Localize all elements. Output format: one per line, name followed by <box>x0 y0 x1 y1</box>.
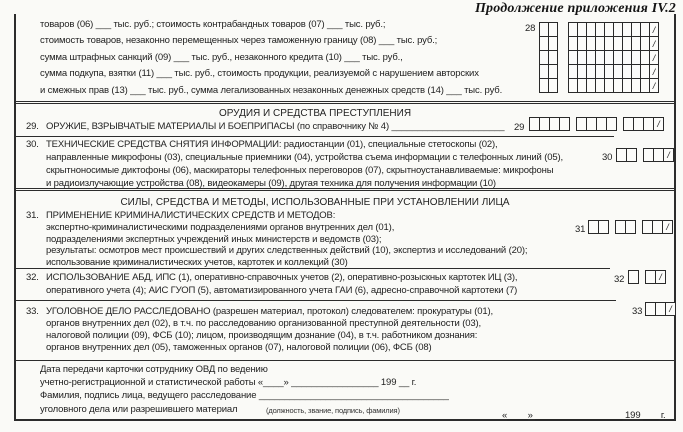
value-line-13-14: и смежных прав (13) ___ тыс. руб., сумма легализованных незаконных денежных средств (14) ___ тыс. руб. <box>40 85 503 96</box>
item-divider <box>16 268 610 269</box>
item-30-number: 30. <box>26 139 39 150</box>
item-30-line: ТЕХНИЧЕСКИЕ СРЕДСТВА СНЯТИЯ ИНФОРМАЦИИ: радиостанции (01), специальные стетоскопы (02), <box>46 139 498 150</box>
signature-caption: (должность, звание, подпись, фамилия) <box>266 406 400 415</box>
slash-box[interactable]: / <box>655 270 666 284</box>
item-31-line: ПРИМЕНЕНИЕ КРИМИНАЛИСТИЧЕСКИХ СРЕДСТВ И МЕТОДОВ: <box>46 210 336 221</box>
item-30-line: и радиоизлучающие устройства (08), видеокамеры (09), другая техника для получения информации (10) <box>46 178 496 189</box>
footer-date-line: учетно-регистрационной и статистической работы «____» _________________ 199 __ г. <box>40 377 417 388</box>
code-box[interactable] <box>559 117 570 131</box>
field-28-small-grid <box>540 23 558 93</box>
code-box[interactable] <box>626 148 637 162</box>
item-32-line: оперативного учета (4); АИС ГУОП (5), автоматизированного учета ГАИ (6), адресно-справочной картотеки (7) <box>46 285 518 296</box>
page-header: Продолжение приложения IV.2 <box>474 1 676 16</box>
item-31-line: использование криминалистических учетов, картотек и коллекций (30) <box>46 257 348 268</box>
slash-box[interactable]: / <box>649 50 659 65</box>
slash-box[interactable]: / <box>653 117 664 131</box>
item-29-number: 29. <box>26 121 39 132</box>
footer-line: Дата передачи карточки сотруднику ОВД по ведению <box>40 364 268 375</box>
slash-box[interactable]: / <box>649 78 659 93</box>
item-31-line: результаты: осмотров мест происшествий и других следственных действий (10), экспертиз и исследований (20); <box>46 245 528 256</box>
code-box[interactable] <box>548 22 558 37</box>
field-30-number: 30 <box>602 152 613 163</box>
value-line-11: сумма подкупа, взятки (11) ___ тыс. руб., стоимость продукции, реализуемой с нарушением авторских <box>40 68 479 79</box>
item-divider <box>16 300 616 301</box>
item-33-line: налоговой полиции (09), ФСБ (10); лицом, производящим дознание (04), в т.ч. работником дознания: <box>46 330 478 341</box>
item-31-line: экспертно-криминалистическими подразделениями органов внутренних дел (01), <box>46 222 395 233</box>
value-line-08: стоимость товаров, незаконно перемещенных через таможенную границу (08) ___ тыс. руб.; <box>40 35 438 46</box>
slash-box[interactable]: / <box>649 22 659 37</box>
slash-box[interactable]: / <box>665 302 676 316</box>
code-box[interactable] <box>628 270 639 284</box>
section-divider <box>16 360 674 361</box>
item-30-line: скрытноносимые диктофоны (06), маскираторы телефонных переговоров (07), скрытноустанавливаемые: микрофоны <box>46 165 554 176</box>
field-28-number: 28 <box>525 23 536 34</box>
section-divider-double <box>16 101 674 104</box>
section-weapons-header: ОРУДИЯ И СРЕДСТВА ПРЕСТУПЛЕНИЯ <box>218 108 412 119</box>
value-line-06-07: товаров (06) ___ тыс. руб.; стоимость контрабандных товаров (07) ___ тыс. руб.; <box>40 19 386 30</box>
item-29-text: ОРУЖИЕ, ВЗРЫВЧАТЫЕ МАТЕРИАЛЫ И БОЕПРИПАСЫ (по справочнику № 4) ______________________ <box>46 121 505 132</box>
code-box[interactable] <box>625 220 636 234</box>
slash-box[interactable]: / <box>663 148 674 162</box>
footer-signature-line: Фамилия, подпись лица, ведущего расследование _____________________________________ <box>40 390 449 401</box>
section-forces-header: СИЛЫ, СРЕДСТВА И МЕТОДЫ, ИСПОЛЬЗОВАННЫЕ ПРИ УСТАНОВЛЕНИИ ЛИЦА <box>120 197 510 208</box>
slash-box[interactable]: / <box>649 64 659 79</box>
item-33-number: 33. <box>26 306 39 317</box>
item-31-number: 31. <box>26 210 39 221</box>
code-box[interactable] <box>548 50 558 65</box>
footer-date-right: «____» _________________ 199 ___ г. <box>502 410 666 421</box>
field-29-number: 29 <box>514 122 525 133</box>
item-30-line: направленные микрофоны (03), специальные приемники (04), устройства съема информации с телефонных линий (05), <box>46 152 563 163</box>
field-33-grid <box>646 303 676 316</box>
footer-line: уголовного дела или разрешившего материал <box>40 404 238 415</box>
field-33-number: 33 <box>632 306 643 317</box>
code-box[interactable] <box>548 78 558 93</box>
field-30-grid <box>617 149 674 162</box>
item-33-line: органов внутренних дел (02), в т.ч. по расследованию организованной преступной деятельности (03), <box>46 318 481 329</box>
item-32-line: ИСПОЛЬЗОВАНИЕ АБД, ИПС (1), оперативно-справочных учетов (2), оперативно-розыскных картотек ИЦ (3), <box>46 272 518 283</box>
field-32-number: 32 <box>614 274 625 285</box>
field-31-grid <box>589 221 673 234</box>
field-32-grid <box>629 271 666 284</box>
code-box[interactable] <box>598 220 609 234</box>
field-28-big-grid <box>569 23 659 93</box>
field-29-grid <box>530 118 664 131</box>
item-33-line: УГОЛОВНОЕ ДЕЛО РАССЛЕДОВАНО (разрешен материал, протокол) следователем: прокуратуры (01), <box>46 306 493 317</box>
item-divider <box>16 136 614 137</box>
item-31-line: подразделениями экспертных учреждений иных министерств и ведомств (03); <box>46 234 382 245</box>
section-divider-double <box>16 188 674 191</box>
field-31-number: 31 <box>575 224 586 235</box>
item-32-number: 32. <box>26 272 39 283</box>
code-box[interactable] <box>606 117 617 131</box>
code-box[interactable] <box>548 36 558 51</box>
slash-box[interactable]: / <box>662 220 673 234</box>
form-body <box>14 14 676 421</box>
slash-box[interactable]: / <box>649 36 659 51</box>
item-33-line: органов внутренних дел (05), таможенных органов (07), налоговой полиции (06), ФСБ (08) <box>46 342 432 353</box>
value-line-09-10: сумма штрафных санкций (09) ___ тыс. руб., незаконного кредита (10) ___ тыс. руб., <box>40 52 403 63</box>
code-box[interactable] <box>548 64 558 79</box>
